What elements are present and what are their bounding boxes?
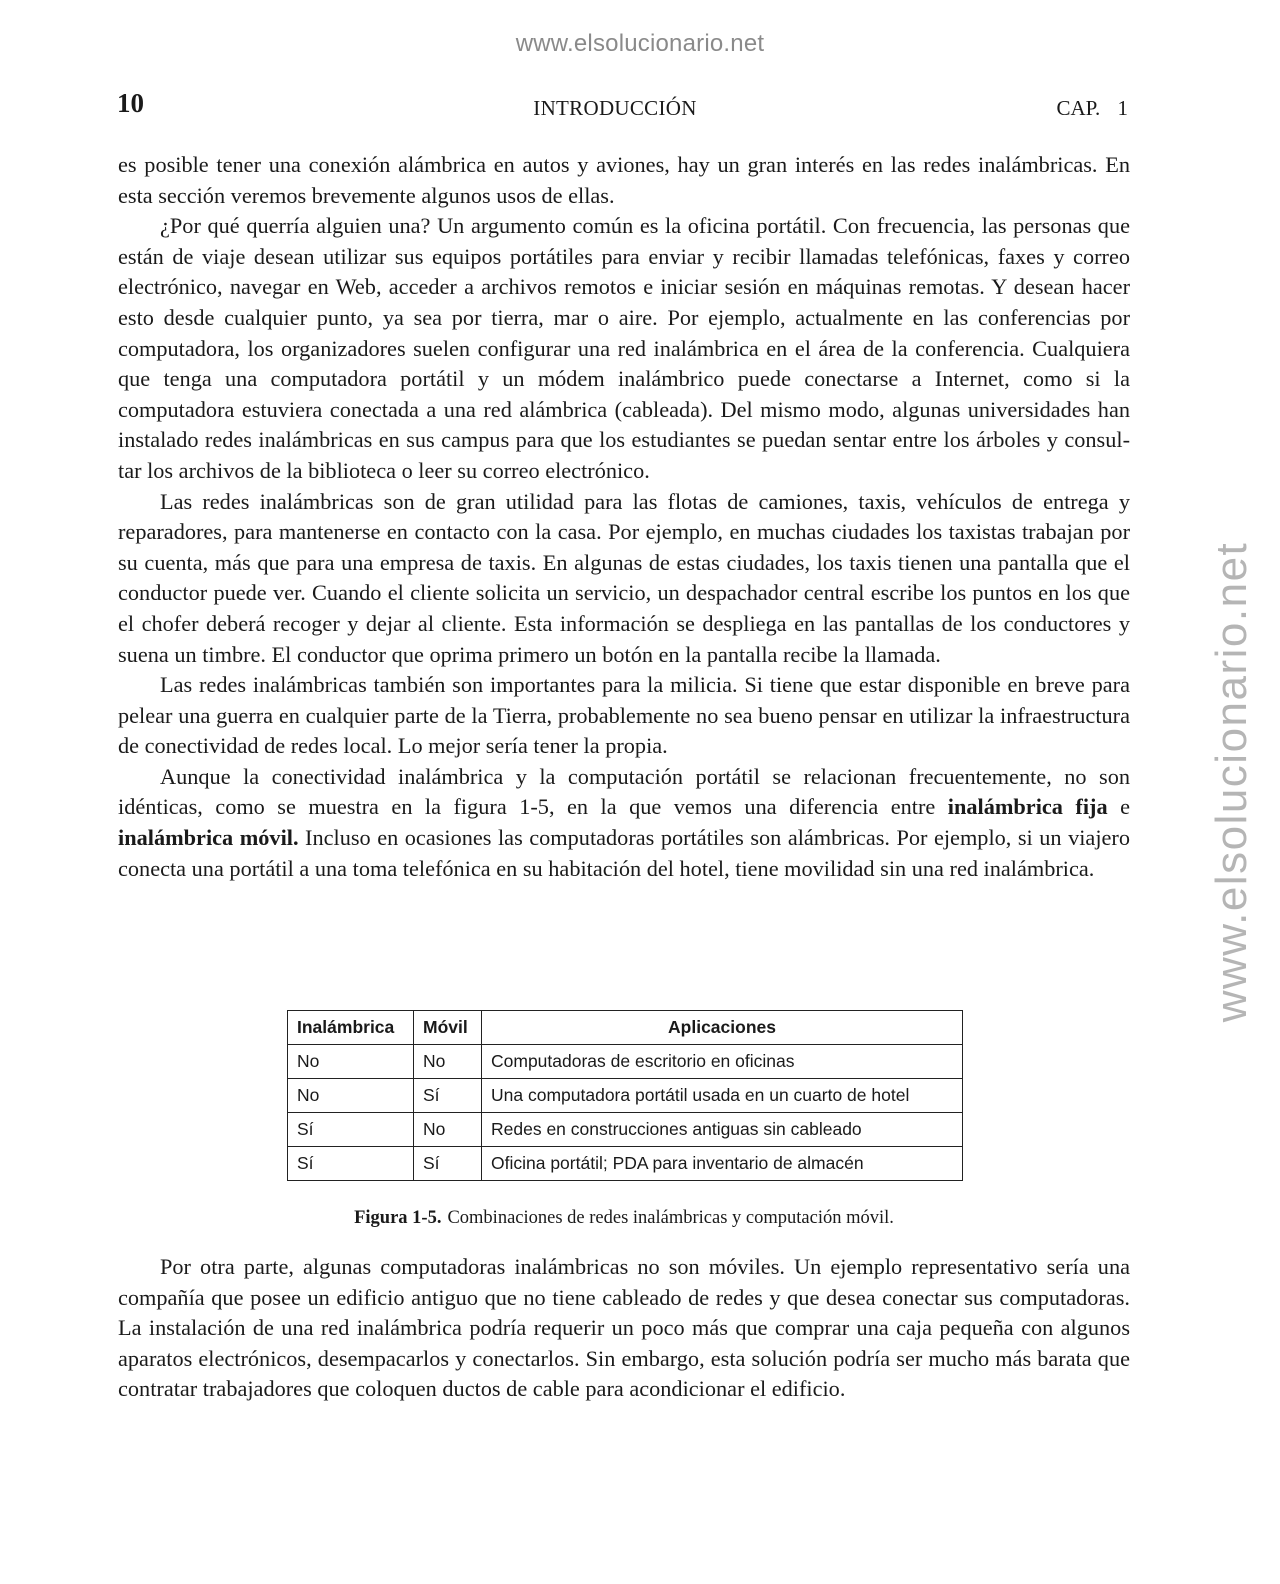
running-head-title: INTRODUCCIÓN — [533, 96, 697, 120]
table-cell: No — [288, 1045, 414, 1079]
paragraph: ¿Por qué querría alguien una? Un argumento común es la oficina portátil. Con frecuencia, las personas que están de viaje desean utilizar sus equipos portátiles para enviar y recibir llamadas telefónicas, faxes y correo electrónico, navegar en Web, acceder a archivos remotos e iniciar sesión en máquinas remotas. Y desean hacer esto desde cualquier punto, ya sea por tierra, mar o aire. Por ejemplo, actualmente en las conferencias por computadora, los organizadores suelen configurar una red inalámbrica en el área de la conferencia. Cualquiera que tenga una computadora portátil y un módem inalámbrico puede conectarse a Internet, como si la computadora estuviera conectada a una red alámbrica (cableada). Del mismo modo, algunas universidades han instalado redes inalámbricas en sus campus para que los estudiantes se puedan sentar entre los árboles y consultar los archivos de la biblioteca o leer su correo electrónico. — [118, 213, 1130, 483]
caption-text: Combinaciones de redes inalámbricas y computación móvil. — [447, 1208, 894, 1228]
watermark-url-side: www.elsolucionario.net — [1207, 541, 1256, 1023]
table-cell: No — [288, 1079, 414, 1113]
bold-term: inalámbrica fija — [947, 794, 1108, 820]
table-row — [288, 1079, 963, 1113]
chapter-label: CAP. 1 — [1056, 96, 1128, 120]
table-cell: Una computadora portátil usada en un cuarto de hotel — [482, 1079, 963, 1113]
body-text-top — [118, 150, 1130, 884]
watermark-url-top: www.elsolucionario.net — [515, 30, 765, 57]
figure-table — [287, 1010, 963, 1181]
table-cell: Computadoras de escritorio en oficinas — [482, 1045, 963, 1079]
paragraph-text: Incluso en ocasiones las computadoras portátiles son alámbricas. Por ejemplo, si un viajero conecta una portátil a una toma telefónica en su habitación del hotel, tiene movilidad sin una red inalámbrica. — [118, 825, 1130, 881]
column-header: Aplicaciones — [482, 1011, 963, 1045]
paragraph-text: e — [1107, 794, 1130, 820]
figure-caption — [0, 1208, 1248, 1229]
page-number: 10 — [117, 88, 144, 118]
paragraph — [118, 762, 1130, 884]
table-cell: No — [414, 1113, 482, 1147]
paragraph: Las redes inalámbricas son de gran utilidad para las flotas de camiones, taxis, vehículos de entrega y reparadores, para mantenerse en contacto con la casa. Por ejemplo, en muchas ciudades los taxistas trabajan por su cuenta, más que para una empresa de taxis. En algunas de estas ciudades, los taxis tienen una pantalla que el conductor puede ver. Cuando el cliente solicita un servicio, un despachador central escribe los puntos en los que el chofer deberá recoger y dejar al cliente. Esta información se despliega en las pantallas de los conductores y suena un timbre. El conductor que oprima primero un botón en la pantalla recibe la llamada. — [118, 488, 1130, 667]
table-cell: Sí — [414, 1079, 482, 1113]
table-cell: No — [414, 1045, 482, 1079]
figure-label: Figura 1-5. — [354, 1208, 442, 1228]
table-row — [288, 1113, 963, 1147]
bold-term: inalámbrica móvil. — [118, 825, 299, 851]
paragraph: Por otra parte, algunas computadoras inalámbricas no son móviles. Un ejemplo representativo sería una compañía que posee un edificio antiguo que no tiene cableado de redes y que desea conectar sus computadoras. La instalación de una red inalámbrica podría requerir un poco más que comprar una caja pequeña con algunos aparatos electrónicos, desempacarlos y conectarlos. Sin embargo, esta solución podría ser mucho más barata que contratar trabajadores que coloquen ductos de cable para acondicionar el edificio. — [118, 1254, 1130, 1402]
paragraph: Las redes inalámbricas también son importantes para la milicia. Si tiene que estar disponible en breve para pelear una guerra en cualquier parte de la Tierra, probablemente no sea bueno pensar en utilizar la infraestructura de conectividad de redes local. Lo mejor sería tener la propia. — [118, 672, 1130, 759]
column-header: Inalámbrica — [288, 1011, 414, 1045]
table-cell: Redes en construcciones antiguas sin cableado — [482, 1113, 963, 1147]
paragraph-text: Aunque la conectividad inalámbrica y la computación portátil se relacionan frecuentemente, no son idénticas, como se muestra en la figura 1-5, en la que vemos una diferencia entre — [118, 763, 1130, 820]
table-cell: Sí — [414, 1147, 482, 1181]
paragraph: es posible tener una conexión alámbrica en autos y aviones, hay un gran interés en las redes inalámbricas. En esta sección veremos brevemente algunos usos de ellas. — [118, 152, 1130, 208]
body-text-bottom — [118, 1252, 1130, 1405]
table-cell: Oficina portátil; PDA para inventario de almacén — [482, 1147, 963, 1181]
column-header: Móvil — [414, 1011, 482, 1045]
table-cell: Sí — [288, 1113, 414, 1147]
table-header-row — [288, 1011, 963, 1045]
table-row — [288, 1147, 963, 1181]
table-cell: Sí — [288, 1147, 414, 1181]
table-row — [288, 1045, 963, 1079]
